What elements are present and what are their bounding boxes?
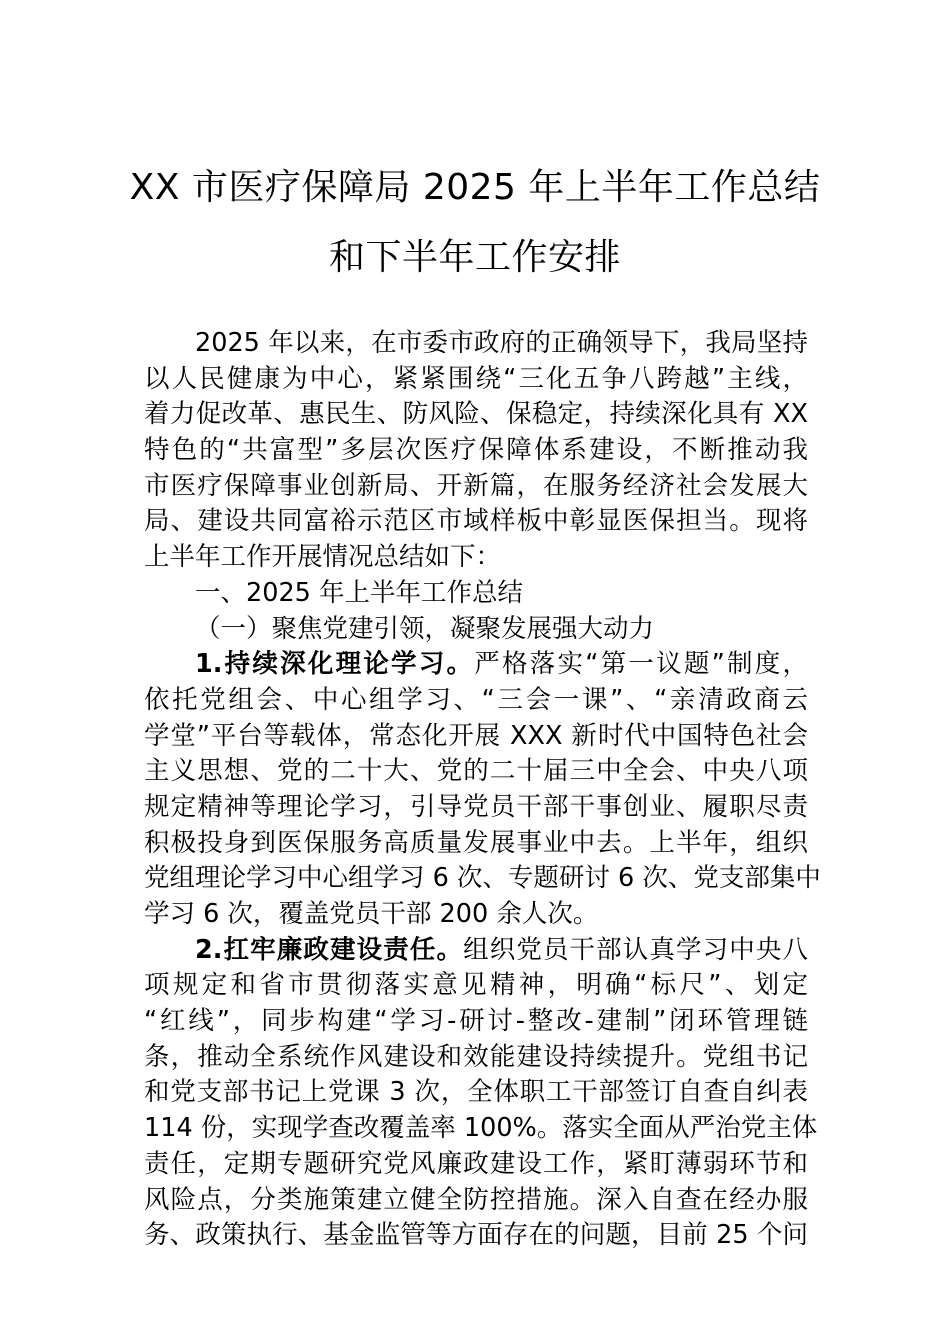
intro-line: 上半年工作开展情况总结如下： [144,542,502,573]
intro-line: 局、建设共同富裕示范区市域样板中彰显医保担当。现将 [144,506,808,537]
section-heading-1: 一、2025 年上半年工作总结 [195,577,524,608]
item1-line: 学堂”平台等载体，常态化开展 XXX 新时代中国特色社会 [144,720,808,751]
item2-first-text: 组织党员干部认真学习中央八 [463,934,808,965]
item2-line: 114 份，实现学查改覆盖率 100%。落实全面从严治党主体 [144,1113,818,1144]
item2-first-line [144,933,808,969]
item1-line: 依托党组会、中心组学习、“三会一课”、“亲清政商云 [144,684,808,715]
item1-line: 积极投身到医保服务高质量发展事业中去。上半年，组织 [144,827,808,858]
item2-line: 责任，定期专题研究党风廉政建设工作，紧盯薄弱环节和 [144,1148,808,1179]
item1-line: 党组理论学习中心组学习 6 次、专题研讨 6 次、党支部集中 [144,863,821,894]
section-heading-2: （一）聚焦党建引领，凝聚发展强大动力 [195,613,655,644]
item2-line: 和党支部书记上党课 3 次，全体职工干部签订自查自纠表 [144,1077,808,1108]
item1-first-line [144,647,808,683]
item1-line: 主义思想、党的二十大、党的二十届三中全会、中央八项 [144,756,808,787]
intro-line: 着力促改革、惠民生、防风险、保稳定，持续深化具有 XX [144,399,808,430]
item2-line: 项规定和省市贯彻落实意见精神，明确“标尺”、划定 [144,970,808,1001]
item2-line: “红线”，同步构建“学习-研讨-整改-建制”闭环管理链 [144,1006,808,1037]
document-title-line-1: XX 市医疗保障局 2025 年上半年工作总结 [129,167,821,208]
item1-line: 学习 6 次，覆盖党员干部 200 余人次。 [144,899,599,929]
intro-line: 2025 年以来，在市委市政府的正确领导下，我局坚持 [195,328,808,358]
document-title-line-2: 和下半年工作安排 [328,237,621,278]
intro-line: 以人民健康为中心，紧紧围绕“三化五争八跨越”主线， [144,363,808,394]
item1-line: 规定精神等理论学习，引导党员干部干事创业、履职尽责 [144,791,808,822]
intro-line: 特色的“共富型”多层次医疗保障体系建设，不断推动我 [144,435,808,466]
item2-line: 风险点，分类施策建立健全防控措施。深入自查在经办服 [144,1184,808,1215]
item1-heading: 1.持续深化理论学习。 [195,649,475,680]
intro-line: 市医疗保障事业创新局、开新篇，在服务经济社会发展大 [144,470,808,501]
item2-line: 务、政策执行、基金监管等方面存在的问题，目前 25 个问 [144,1220,808,1251]
document-body [144,326,821,1254]
item2-heading: 2.扛牢廉政建设责任。 [195,934,464,965]
item1-first-text: 严格落实“第一议题”制度， [474,649,808,680]
item2-line: 条，推动全系统作风建设和效能建设持续提升。党组书记 [144,1041,808,1072]
